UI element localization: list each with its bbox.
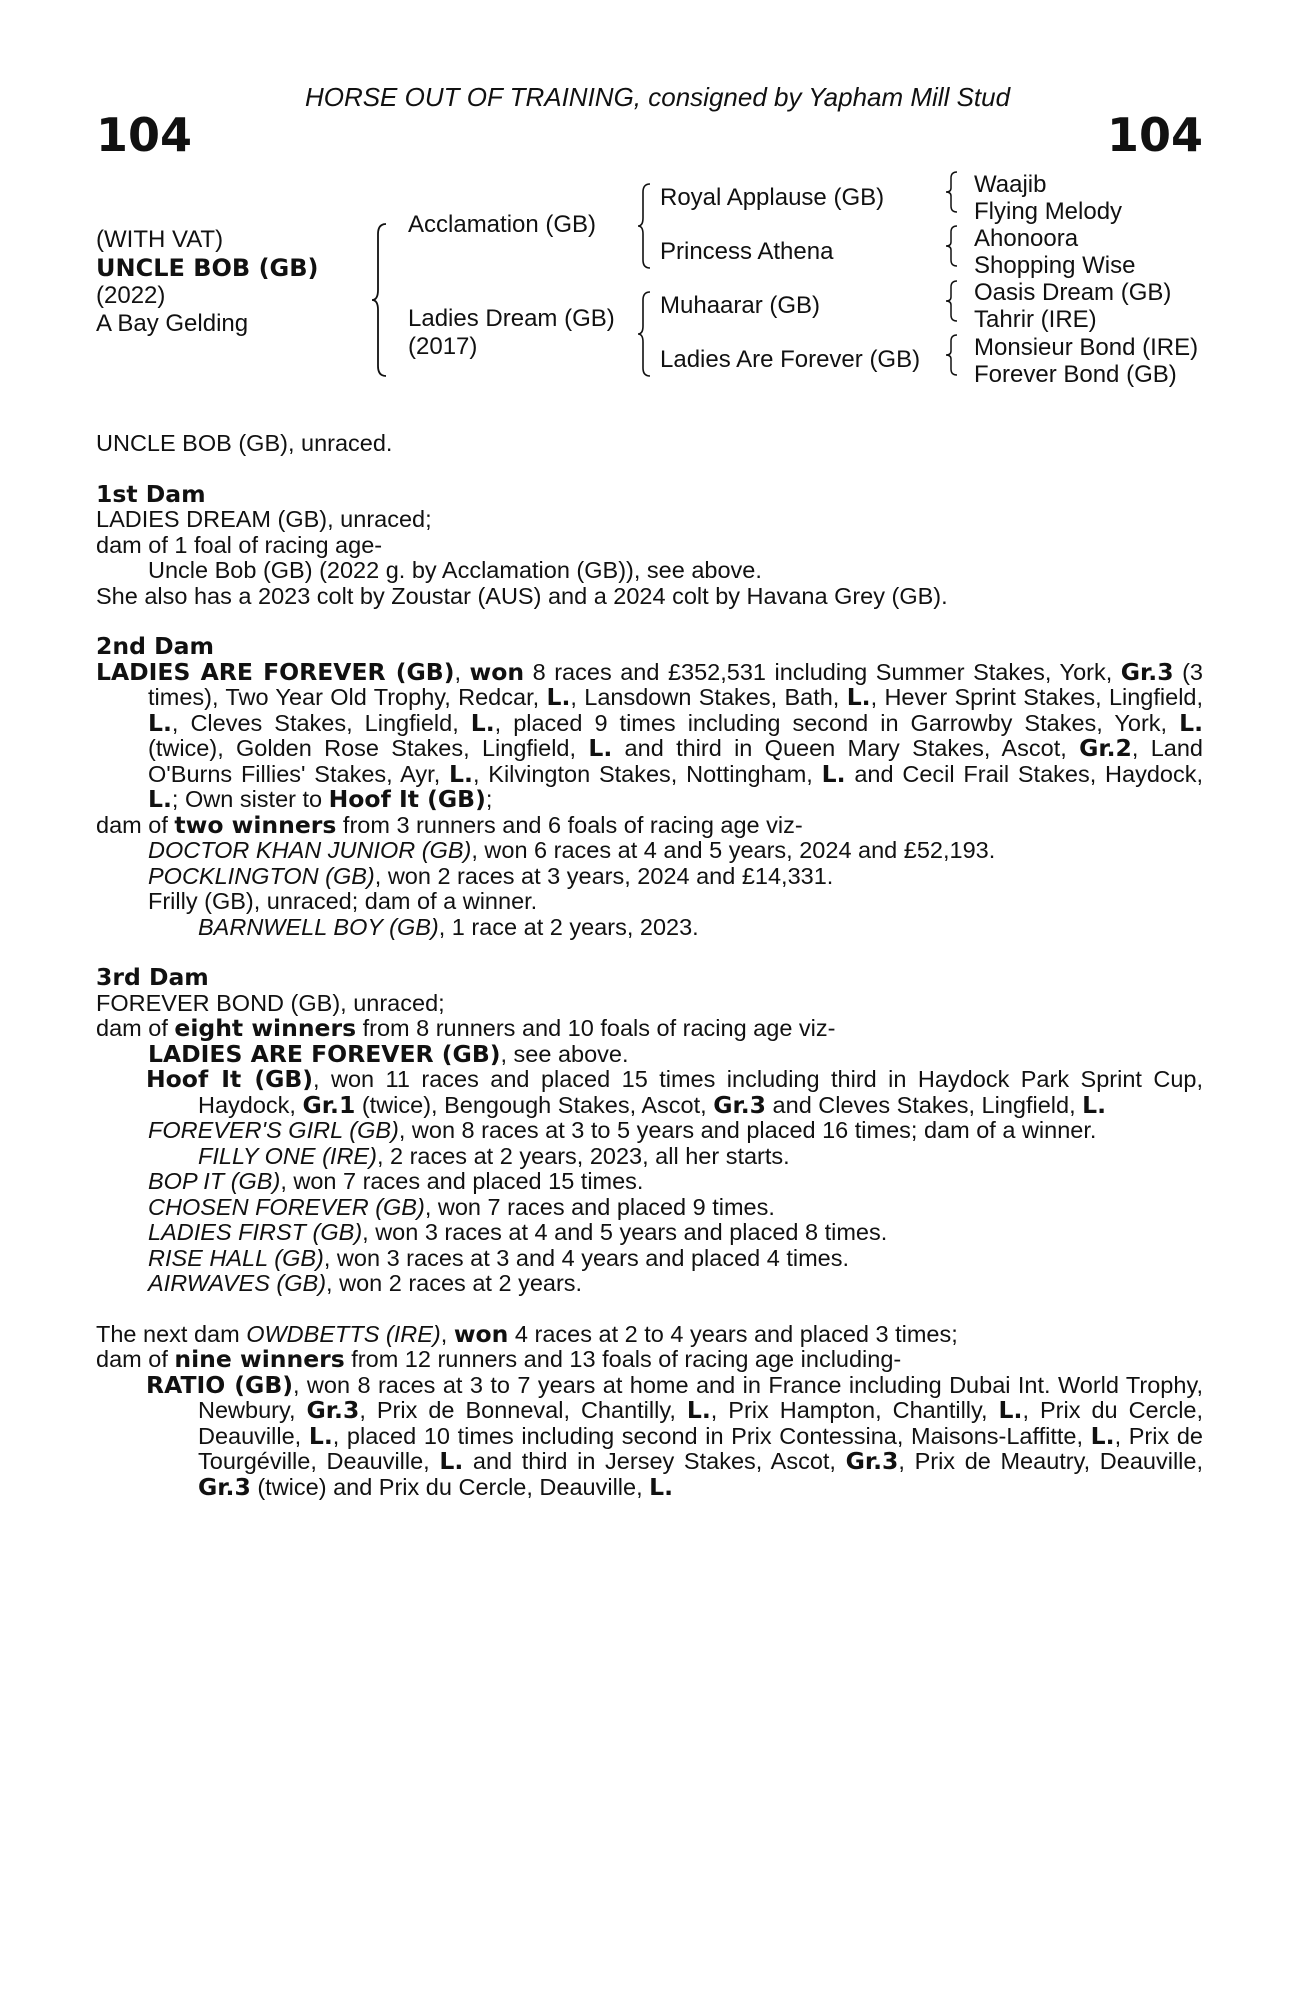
grandparent-1: Waajib bbox=[974, 171, 1047, 198]
section-heading: 1st Dam bbox=[96, 479, 206, 508]
produce-entry: BARNWELL BOY (GB), 1 race at 2 years, 2023. bbox=[198, 913, 699, 940]
sire-dam: Princess Athena bbox=[660, 238, 834, 265]
produce-entry: FOREVER'S GIRL (GB), won 8 races at 3 to 5 years and placed 16 times; dam of a winner. bbox=[148, 1117, 1097, 1143]
pedigree-brace-g3 bbox=[944, 279, 960, 323]
dam-line: FOREVER BOND (GB), unraced; bbox=[96, 989, 445, 1016]
dam-year: (2017) bbox=[408, 333, 478, 360]
section-heading: 3rd Dam bbox=[96, 963, 209, 991]
produce-intro: dam of eight winners from 8 runners and 10 foals of racing age viz- bbox=[96, 1014, 836, 1042]
grandparent-4: Shopping Wise bbox=[974, 252, 1136, 279]
horse-name: UNCLE BOB (GB) bbox=[96, 254, 319, 282]
pedigree-brace-main bbox=[370, 222, 390, 378]
lot-number-right: 104 bbox=[1106, 108, 1203, 162]
third-dam-section bbox=[96, 965, 1203, 1297]
foaling-year: (2022) bbox=[96, 282, 166, 309]
dam-name: Ladies Dream (GB) bbox=[408, 305, 615, 332]
produce-entry: FILLY ONE (IRE), 2 races at 2 years, 2023, all her starts. bbox=[198, 1142, 790, 1169]
dam-line: The next dam OWDBETTS (IRE), won 4 races at 2 to 4 years and placed 3 times; bbox=[96, 1319, 958, 1348]
won-label: won bbox=[469, 657, 525, 686]
produce-entry: LADIES FIRST (GB), won 3 races at 4 and 5 years and placed 8 times. bbox=[148, 1219, 888, 1245]
produce-entry: POCKLINGTON (GB), won 2 races at 3 years, 2024 and £14,331. bbox=[148, 862, 834, 889]
produce-entry: BOP IT (GB), won 7 races and placed 15 times. bbox=[148, 1168, 644, 1194]
produce-entry: LADIES ARE FOREVER (GB), see above. bbox=[148, 1039, 629, 1068]
produce-entry: RISE HALL (GB), won 3 races at 3 and 4 years and placed 4 times. bbox=[148, 1244, 850, 1271]
produce-entry: RATIO (GB), won 8 races at 3 to 7 years at home and in France including Dubai Int. World Trophy, Newbury, Gr.3, Prix de Bonneval, Chantilly, L., Prix Hampton, Chantilly, L., Prix du Cercle, Deauville, L., placed 10 times including second in Prix Contessina, Maisons-Laffitte, L., Prix de Tourgéville, Deauville, L. and third in Jersey Stakes, Ascot, Gr.3, Prix de Meautry, Deauville, Gr.3 (twice) and Prix du Cercle, Deauville, L. bbox=[146, 1370, 1204, 1501]
grandparent-6: Tahrir (IRE) bbox=[974, 306, 1097, 333]
produce-entry: Uncle Bob (GB) (2022 g. by Acclamation (GB)), see above. bbox=[148, 557, 762, 583]
next-dam-section bbox=[96, 1319, 1204, 1501]
race-record: UNCLE BOB (GB), unraced. bbox=[96, 430, 393, 456]
dam-dam: Ladies Are Forever (GB) bbox=[660, 346, 921, 373]
section-heading: 2nd Dam bbox=[96, 632, 214, 660]
pedigree-brace-sire bbox=[636, 182, 654, 270]
grandparent-3: Ahonoora bbox=[974, 225, 1079, 252]
sire-name: Acclamation (GB) bbox=[408, 211, 597, 238]
catalogue-body bbox=[96, 431, 1203, 1500]
grandparent-8: Forever Bond (GB) bbox=[974, 361, 1177, 388]
sire-sire: Royal Applause (GB) bbox=[660, 184, 885, 211]
produce-entry: DOCTOR KHAN JUNIOR (GB), won 6 races at 4 and 5 years, 2024 and £52,193. bbox=[148, 837, 996, 863]
lot-number-left: 104 bbox=[96, 108, 193, 162]
produce-entry: CHOSEN FOREVER (GB), won 7 races and placed 9 times. bbox=[148, 1193, 775, 1220]
produce-entry: AIRWAVES (GB), won 2 races at 2 years. bbox=[148, 1270, 583, 1296]
pedigree-brace-g1 bbox=[944, 170, 960, 214]
vat-note: (WITH VAT) bbox=[96, 226, 224, 253]
dam-line: LADIES DREAM (GB), unraced; bbox=[96, 506, 432, 532]
produce-entry: Frilly (GB), unraced; dam of a winner. bbox=[148, 888, 538, 914]
catalogue-header: HORSE OUT OF TRAINING, consigned by Yapham Mill Stud bbox=[304, 82, 1011, 112]
grandparent-5: Oasis Dream (GB) bbox=[974, 279, 1172, 306]
pedigree-brace-g2 bbox=[944, 224, 960, 268]
produce-intro: dam of two winners from 3 runners and 6 foals of racing age viz- bbox=[96, 810, 803, 839]
dam-record: LADIES ARE FOREVER (GB), won 8 races and £352,531 including Summer Stakes, York, Gr.3 (3 times), Two Year Old Trophy, Redcar, L., Lansdown Stakes, Bath, L., Hever Sprint Stakes, Lingfield, L., Cleves Stakes, Lingfield, L., placed 9 times including second in Garrowby Stakes, York, L. (twice), Golden Rose Stakes, Lingfield, L. and third in Queen Mary Stakes, Ascot, Gr.2, Land O'Burns Fillies' Stakes, Ayr, L., Kilvington Stakes, Nottingham, L. and Cecil Frail Stakes, Haydock, L.; Own sister to Hoof It (GB); bbox=[96, 657, 1204, 813]
grandparent-7: Monsieur Bond (IRE) bbox=[974, 334, 1199, 361]
produce-note: She also has a 2023 colt by Zoustar (AUS) and a 2024 colt by Havana Grey (GB). bbox=[96, 582, 948, 609]
pedigree-brace-dam bbox=[636, 290, 654, 378]
grandparent-2: Flying Melody bbox=[974, 198, 1123, 225]
produce-entry: Hoof It (GB), won 11 races and placed 15 times including third in Haydock Park Sprint Cup, Haydock, Gr.1 (twice), Bengough Stakes, Ascot, Gr.3 and Cleves Stakes, Lingfield, L. bbox=[146, 1065, 1203, 1119]
dam-sire: Muhaarar (GB) bbox=[660, 292, 821, 319]
horse-description: A Bay Gelding bbox=[96, 310, 249, 337]
pedigree-brace-g4 bbox=[944, 333, 960, 377]
first-dam-section bbox=[96, 479, 1203, 610]
subject-info bbox=[96, 226, 319, 338]
second-dam-section bbox=[96, 634, 1203, 940]
horse-name: LADIES ARE FOREVER (GB) bbox=[96, 657, 455, 686]
produce-intro: dam of nine winners from 12 runners and 13 foals of racing age including- bbox=[96, 1345, 902, 1373]
produce-intro: dam of 1 foal of racing age- bbox=[96, 531, 383, 558]
sibling-name: Hoof It (GB) bbox=[328, 785, 486, 813]
